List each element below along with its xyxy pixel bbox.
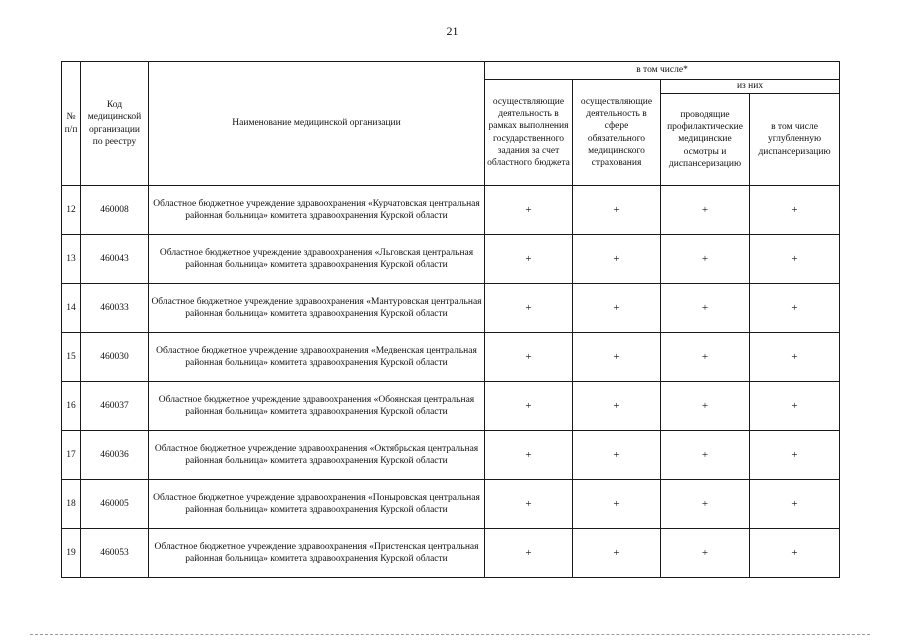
row-num: 15	[62, 333, 81, 382]
row-org-name: Областное бюджетное учреждение здравоохранения «Обоянская центральная районная больница» комитета здравоохранения Курской области	[149, 382, 485, 431]
table-row	[62, 480, 840, 529]
row-in-depth-mark: +	[750, 284, 840, 333]
row-num: 17	[62, 431, 81, 480]
row-code: 460036	[81, 431, 149, 480]
row-in-depth-mark: +	[750, 382, 840, 431]
row-org-name: Областное бюджетное учреждение здравоохранения «Медвенская центральная районная больница» комитета здравоохранения Курской области	[149, 333, 485, 382]
row-code: 460008	[81, 186, 149, 235]
row-code: 460037	[81, 382, 149, 431]
row-preventive-mark: +	[661, 480, 750, 529]
row-code: 460033	[81, 284, 149, 333]
row-oms-mark: +	[573, 382, 661, 431]
row-preventive-mark: +	[661, 235, 750, 284]
row-in-depth-mark: +	[750, 480, 840, 529]
row-state-task-mark: +	[485, 333, 573, 382]
row-oms-mark: +	[573, 186, 661, 235]
table-row	[62, 333, 840, 382]
row-num: 19	[62, 529, 81, 578]
header-num: № п/п	[62, 62, 81, 186]
row-in-depth-mark: +	[750, 235, 840, 284]
row-state-task-mark: +	[485, 480, 573, 529]
table-row	[62, 382, 840, 431]
table-row	[62, 186, 840, 235]
header-name: Наименование медицинской организации	[149, 62, 485, 186]
header-row-1	[62, 62, 840, 80]
row-org-name: Областное бюджетное учреждение здравоохранения «Льговская центральная районная больница» комитета здравоохранения Курской области	[149, 235, 485, 284]
row-oms-mark: +	[573, 235, 661, 284]
row-in-depth-mark: +	[750, 186, 840, 235]
page-number: 21	[446, 24, 459, 38]
row-code: 460043	[81, 235, 149, 284]
row-num: 12	[62, 186, 81, 235]
row-state-task-mark: +	[485, 284, 573, 333]
row-num: 14	[62, 284, 81, 333]
row-num: 18	[62, 480, 81, 529]
row-oms-mark: +	[573, 333, 661, 382]
row-in-depth-mark: +	[750, 431, 840, 480]
header-oms: осуществляющие деятельность в сфере обязательного медицинского страхования	[573, 80, 661, 186]
row-org-name: Областное бюджетное учреждение здравоохранения «Мантуровская центральная районная больница» комитета здравоохранения Курской области	[149, 284, 485, 333]
row-oms-mark: +	[573, 431, 661, 480]
table-row	[62, 235, 840, 284]
row-preventive-mark: +	[661, 284, 750, 333]
row-state-task-mark: +	[485, 235, 573, 284]
row-in-depth-mark: +	[750, 333, 840, 382]
row-preventive-mark: +	[661, 529, 750, 578]
header-in-depth: в том числе углубленную диспансеризацию	[750, 94, 840, 186]
table-row	[62, 431, 840, 480]
row-oms-mark: +	[573, 480, 661, 529]
scan-edge-line	[30, 634, 870, 636]
header-including: в том числе*	[485, 62, 840, 80]
row-state-task-mark: +	[485, 431, 573, 480]
header-code: Код медицинской организации по реестру	[81, 62, 149, 186]
row-org-name: Областное бюджетное учреждение здравоохранения «Курчатовская центральная районная больница» комитета здравоохранения Курской области	[149, 186, 485, 235]
row-preventive-mark: +	[661, 431, 750, 480]
row-preventive-mark: +	[661, 186, 750, 235]
row-in-depth-mark: +	[750, 529, 840, 578]
row-state-task-mark: +	[485, 186, 573, 235]
medical-organizations-table	[61, 61, 840, 578]
row-preventive-mark: +	[661, 333, 750, 382]
row-preventive-mark: +	[661, 382, 750, 431]
row-num: 13	[62, 235, 81, 284]
row-code: 460053	[81, 529, 149, 578]
row-org-name: Областное бюджетное учреждение здравоохранения «Пристенская центральная районная больница» комитета здравоохранения Курской области	[149, 529, 485, 578]
header-preventive: проводящие профилактические медицинские осмотры и диспансеризацию	[661, 94, 750, 186]
row-state-task-mark: +	[485, 529, 573, 578]
row-code: 460005	[81, 480, 149, 529]
header-state-task: осуществляющие деятельность в рамках выполнения государственного задания за счет областного бюджета	[485, 80, 573, 186]
table-row	[62, 529, 840, 578]
row-oms-mark: +	[573, 529, 661, 578]
row-state-task-mark: +	[485, 382, 573, 431]
row-org-name: Областное бюджетное учреждение здравоохранения «Поныровская центральная районная больница» комитета здравоохранения Курской области	[149, 480, 485, 529]
table-row	[62, 284, 840, 333]
row-org-name: Областное бюджетное учреждение здравоохранения «Октябрьская центральная районная больница» комитета здравоохранения Курской области	[149, 431, 485, 480]
row-num: 16	[62, 382, 81, 431]
row-oms-mark: +	[573, 284, 661, 333]
row-code: 460030	[81, 333, 149, 382]
header-of-them: из них	[661, 80, 840, 94]
